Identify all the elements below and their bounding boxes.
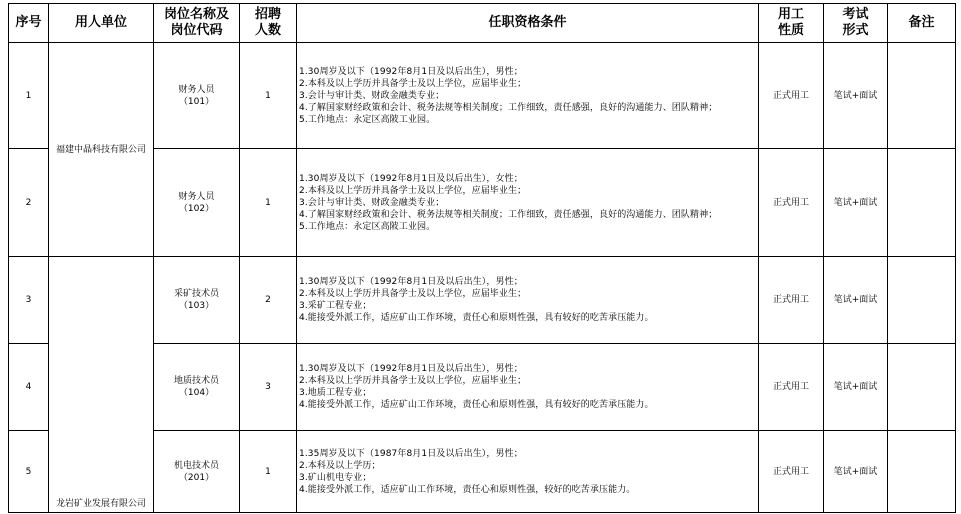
requirement-line: 2.本科及以上学历并具备学士及以上学位，应届毕业生； [299,376,527,386]
requirement-line: 3.采矿工程专业； [299,301,372,311]
requirement-line: 3.地质工程专业； [299,388,372,398]
requirements-cell [297,257,759,344]
count-cell: 3 [240,344,297,431]
requirement-line: 2.本科及以上学历并具备学士及以上学位，应届毕业生； [299,185,527,196]
header-requirements: 任职资格条件 [297,4,759,43]
header-exam-line2: 形式 [842,23,869,38]
requirement-line: 1.30周岁及以下（1992年8月1日及以后出生），男性； [299,66,523,77]
header-type [759,4,824,43]
unit-name: 龙岩矿业发展有限公司 [55,499,146,509]
unit-cell [49,43,154,257]
post-code: （102） [178,203,215,214]
header-type-line2: 性质 [777,23,804,38]
requirement-line: 4.能接受外派工作，适应矿山工作环境，责任心和原则性强，较好的吃苦承压能力。 [299,484,636,495]
type-cell: 正式用工 [759,149,824,257]
requirement-line: 3.矿山机电专业； [299,472,372,483]
requirement-line: 4.了解国家财经政策和会计、税务法规等相关制度；工作细致，责任感强，良好的沟通能力、团队精神； [299,209,718,220]
requirements-cell [297,344,759,431]
requirement-line: 5.工作地点：永定区高陂工业园。 [299,114,436,125]
requirement-line: 1.35周岁及以下（1987年8月1日及以后出生），男性； [299,448,523,459]
header-remarks: 备注 [888,4,956,43]
header-post [154,4,240,43]
post-name: 地质技术员 [173,376,219,386]
post-name: 机电技术员 [173,460,219,471]
requirements-cell [297,43,759,149]
requirement-line: 2.本科及以上学历并具备学士及以上学位，应届毕业生； [299,289,527,299]
post-cell [154,344,240,431]
exam-cell: 笔试+面试 [824,344,888,431]
post-code: （103） [178,301,215,311]
table-row [9,257,956,344]
exam-cell: 笔试+面试 [824,257,888,344]
seq-cell: 5 [9,431,49,513]
exam-cell: 笔试+面试 [824,149,888,257]
type-cell: 正式用工 [759,43,824,149]
header-post-line1: 岗位名称及 [163,7,229,22]
post-name: 财务人员 [178,191,215,202]
header-count [240,4,297,43]
header-exam [824,4,888,43]
remarks-cell [888,149,956,257]
requirements-cell [297,149,759,257]
header-row [9,4,956,43]
header-type-line1: 用工 [777,7,804,22]
requirement-line: 2.本科及以上学历； [299,460,381,471]
unit-name: 福建中晶科技有限公司 [55,144,146,155]
type-cell: 正式用工 [759,257,824,344]
count-cell: 2 [240,257,297,344]
remarks-cell [888,43,956,149]
post-cell [154,149,240,257]
header-count-line1: 招聘 [254,7,281,22]
unit-cell [49,257,154,513]
count-cell: 1 [240,43,297,149]
requirement-line: 3.会计与审计类、财政金融类专业； [299,90,445,101]
exam-cell: 笔试+面试 [824,431,888,513]
post-cell [154,431,240,513]
requirement-line: 2.本科及以上学历并具备学士及以上学位，应届毕业生； [299,78,527,89]
type-cell: 正式用工 [759,344,824,431]
seq-cell: 4 [9,344,49,431]
count-cell: 1 [240,149,297,257]
requirement-line: 5.工作地点：永定区高陂工业园。 [299,221,436,232]
requirement-line: 1.30周岁及以下（1992年8月1日及以后出生），男性； [299,277,523,287]
header-count-line2: 人数 [254,23,281,38]
exam-cell: 笔试+面试 [824,43,888,149]
table-row [9,43,956,149]
post-cell [154,43,240,149]
post-code: （201） [178,472,215,483]
post-code: （101） [178,96,215,107]
requirement-line: 1.30周岁及以下（1992年8月1日及以后出生），男性； [299,364,523,374]
post-code: （104） [178,388,215,398]
count-cell: 1 [240,431,297,513]
requirement-line: 4.了解国家财经政策和会计、税务法规等相关制度；工作细致，责任感强，良好的沟通能力、团队精神； [299,102,718,113]
header-unit: 用人单位 [49,4,154,43]
post-cell [154,257,240,344]
requirement-line: 4.能接受外派工作，适应矿山工作环境，责任心和原则性强，具有较好的吃苦承压能力。 [299,400,654,410]
remarks-cell [888,257,956,344]
type-cell: 正式用工 [759,431,824,513]
recruitment-table [8,3,956,513]
header-post-line2: 岗位代码 [170,23,223,38]
seq-cell: 1 [9,43,49,149]
requirements-cell [297,431,759,513]
post-name: 采矿技术员 [173,289,219,299]
remarks-cell [888,344,956,431]
header-exam-line1: 考试 [842,7,869,22]
seq-cell: 2 [9,149,49,257]
header-seq: 序号 [9,4,49,43]
remarks-cell [888,431,956,513]
requirement-line: 1.30周岁及以下（1992年8月1日及以后出生），女性； [299,173,523,184]
requirement-line: 4.能接受外派工作，适应矿山工作环境，责任心和原则性强，具有较好的吃苦承压能力。 [299,313,654,323]
requirement-line: 3.会计与审计类、财政金融类专业； [299,197,445,208]
seq-cell: 3 [9,257,49,344]
post-name: 财务人员 [178,84,215,95]
